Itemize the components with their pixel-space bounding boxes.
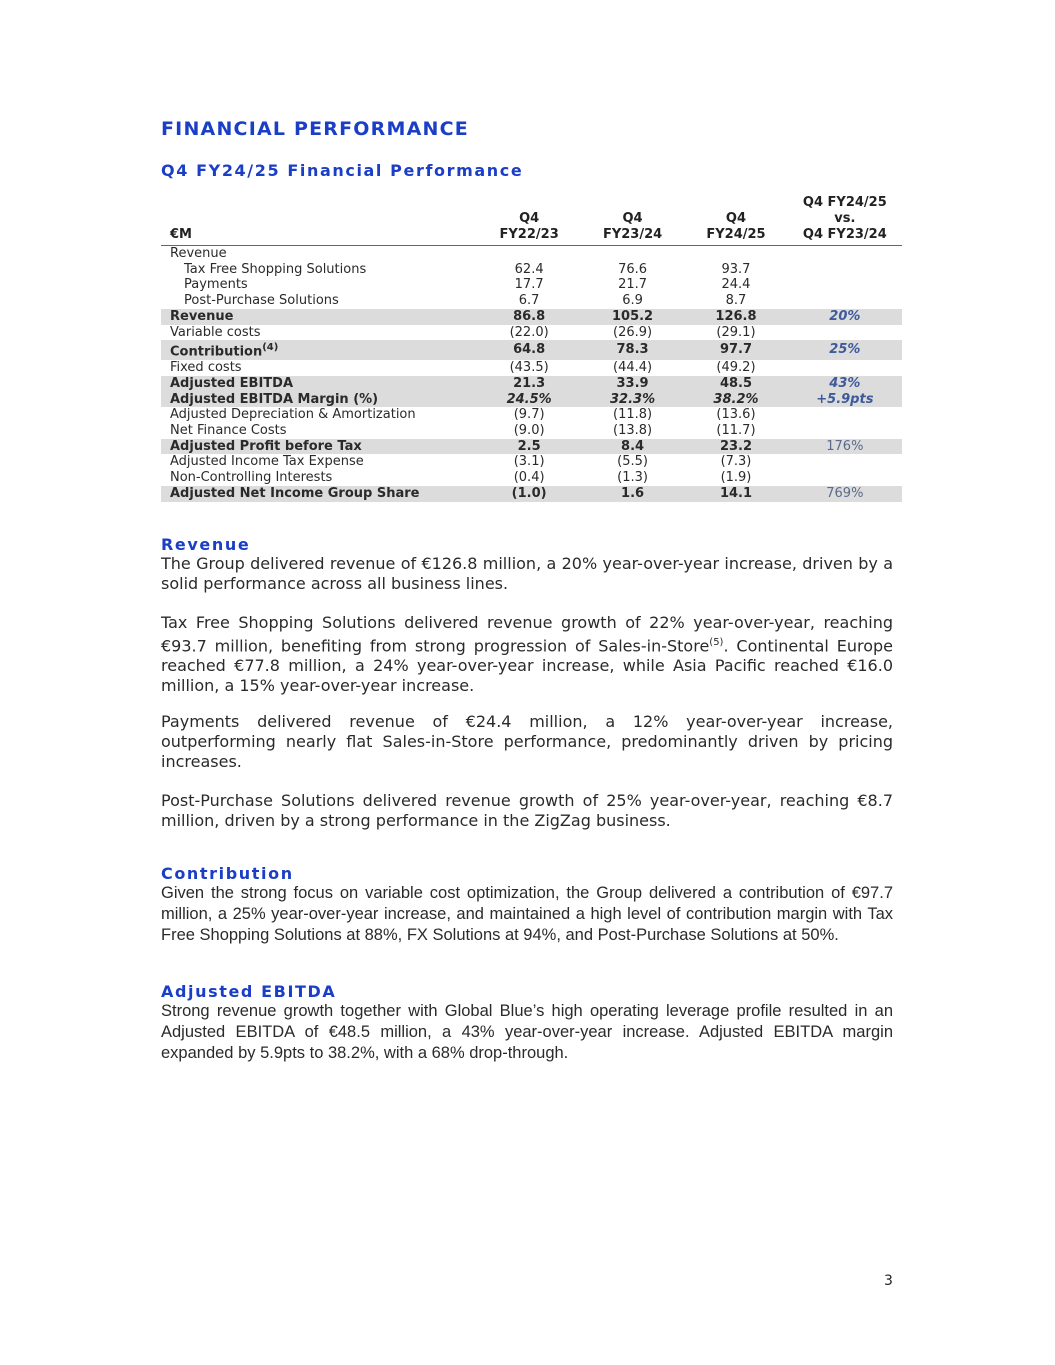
table-header-row	[161, 195, 902, 246]
revenue-paragraph-1: The Group delivered revenue of €126.8 million, a 20% year-over-year increase, driven by a solid performance across all business lines.	[161, 554, 893, 593]
table-title: Q4 FY24/25 Financial Performance	[161, 161, 524, 180]
header-q4-fy2223: Q4 FY22/23	[477, 195, 580, 246]
page-heading: FINANCIAL PERFORMANCE	[161, 118, 469, 140]
table-row-highlight: Adjusted EBITDA 21.3 33.9 48.5 43%	[161, 376, 902, 392]
table-row-highlight: Adjusted EBITDA Margin (%) 24.5% 32.3% 38.2% +5.9pts	[161, 392, 902, 408]
page-number: 3	[884, 1273, 893, 1289]
table-row-highlight: Adjusted Net Income Group Share (1.0) 1.6 14.1 769%	[161, 486, 902, 502]
header-q4-fy2425: Q4 FY24/25	[684, 195, 787, 246]
revenue-paragraph-4: Post-Purchase Solutions delivered revenue growth of 25% year-over-year, reaching €8.7 million, driven by a strong performance in the ZigZag business.	[161, 791, 893, 830]
table-row-highlight: Revenue 86.8 105.2 126.8 20%	[161, 309, 902, 325]
header-comparison: Q4 FY24/25 vs. Q4 FY23/24	[788, 195, 902, 246]
table-row: Non-Controlling Interests (0.4) (1.3) (1.9)	[170, 470, 752, 486]
revenue-paragraph-3: Payments delivered revenue of €24.4 million, a 12% year-over-year increase, outperforming nearly flat Sales-in-Store performance, predominantly driven by pricing increases.	[161, 712, 893, 771]
financial-table	[161, 195, 902, 502]
table-row: Adjusted Depreciation & Amortization (9.7) (11.8) (13.6)	[170, 407, 756, 423]
table-row: Adjusted Income Tax Expense (3.1) (5.5) (7.3)	[170, 454, 752, 470]
revenue-section-title: Revenue	[161, 535, 251, 554]
contribution-paragraph: Given the strong focus on variable cost optimization, the Group delivered a contribution of €97.7 million, a 25% year-over-year increase, and maintained a high level of contribution margin with Tax Free Shopping Solutions at 88%, FX Solutions at 94%, and Post-Purchase Solutions at 50%.	[161, 884, 893, 944]
table-row: Variable costs (22.0) (26.9) (29.1)	[170, 324, 756, 340]
revenue-paragraph-2: Tax Free Shopping Solutions delivered revenue growth of 22% year-over-year, reaching €93.7 million, benefiting from strong progression of Sales-in-Store$^{(5)}$. Continental Europe reached €77.8 million, a 24% year-over-year increase, while Asia Pacific reached €16.0 million, a 15% year-over-year increase.	[161, 613, 893, 696]
table-row: Payments 17.7 21.7 24.4	[184, 277, 751, 293]
table-row-highlight: Adjusted Profit before Tax 2.5 8.4 23.2 176%	[161, 439, 902, 455]
table-row: Revenue	[170, 246, 227, 261]
table-row: Fixed costs (43.5) (44.4) (49.2)	[170, 360, 756, 376]
table-row: Net Finance Costs (9.0) (13.8) (11.7)	[170, 423, 756, 439]
table-row-highlight: Contribution$^{(4)}$ 64.8 78.3 97.7 25%	[161, 340, 902, 360]
header-currency: €M	[161, 195, 477, 246]
table-row: Tax Free Shopping Solutions 62.4 76.6 93.7	[184, 261, 751, 277]
footnote-ref: (4)	[262, 342, 279, 354]
table-row: Post-Purchase Solutions 6.7 6.9 8.7	[184, 293, 747, 309]
footnote-ref: (5)	[709, 637, 724, 648]
header-q4-fy2324: Q4 FY23/24	[581, 195, 684, 246]
ebitda-paragraph: Strong revenue growth together with Global Blue’s high operating leverage profile resulted in an Adjusted EBITDA of €48.5 million, a 43% year-over-year increase. Adjusted EBITDA margin expanded by 5.9pts to 38.2%, with a 68% drop-through.	[161, 1002, 893, 1062]
contribution-section-title: Contribution	[161, 864, 294, 883]
ebitda-section-title: Adjusted EBITDA	[161, 982, 337, 1001]
